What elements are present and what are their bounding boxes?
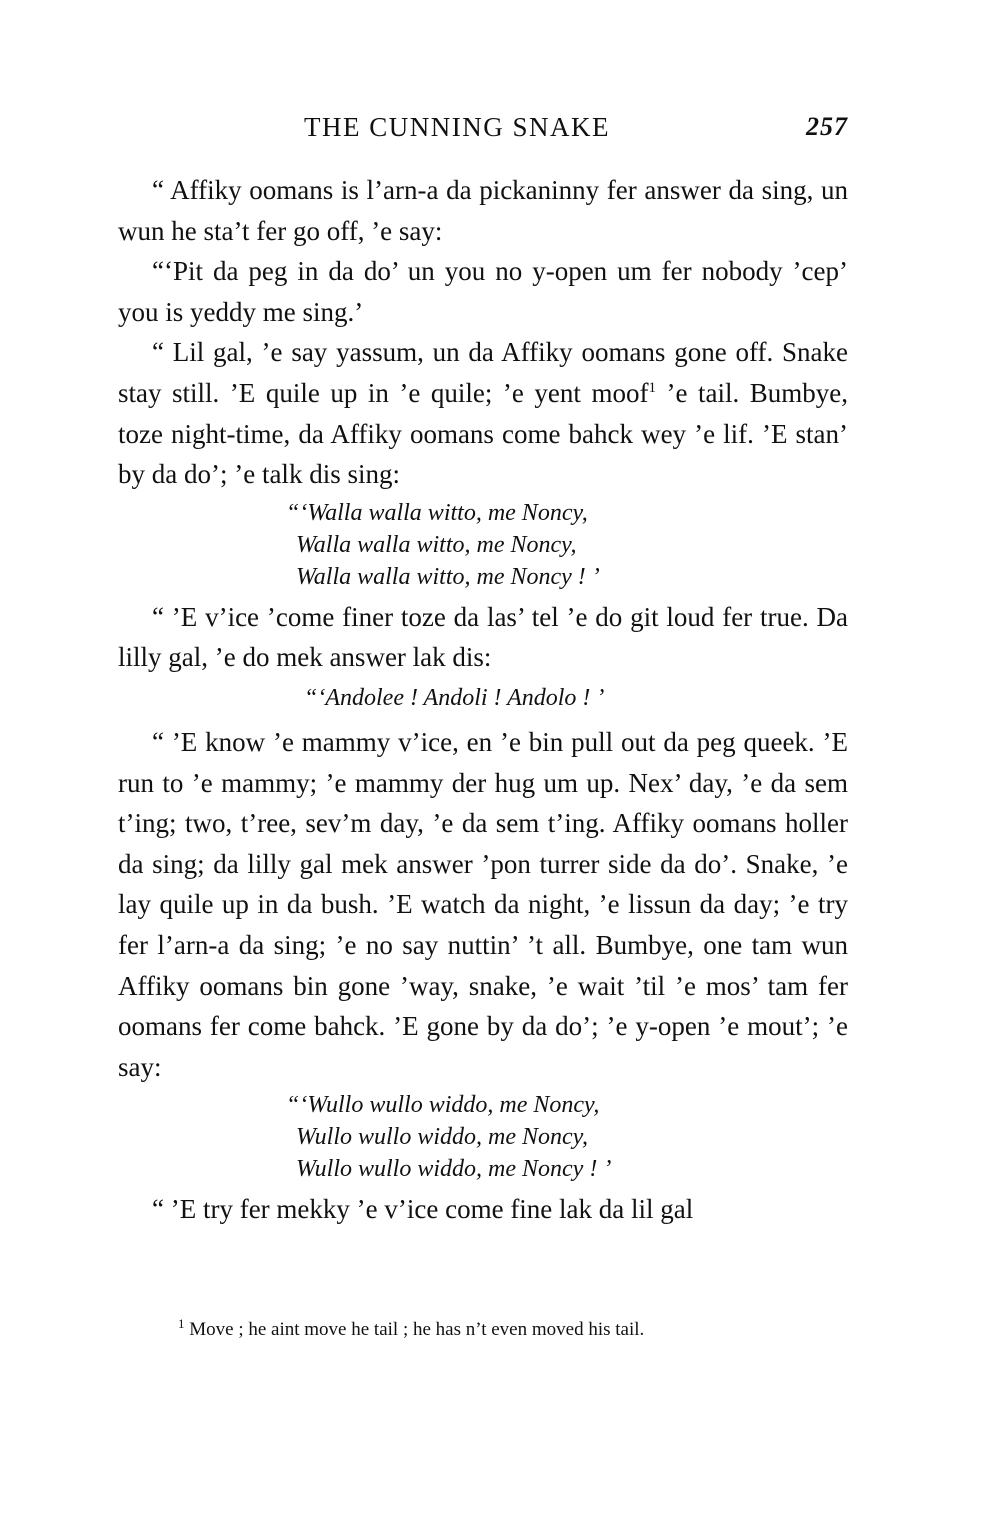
body-text bbox=[118, 170, 848, 1230]
verse-line: Wullo wullo widdo, me Noncy, bbox=[296, 1124, 588, 1151]
verse-line: “‘Andolee ! Andoli ! Andolo ! ’ bbox=[304, 684, 605, 711]
footnote-reference: 1 bbox=[648, 379, 656, 396]
footnote-text: Move ; he aint move he tail ; he has n’t even moved his tail. bbox=[184, 1319, 645, 1340]
running-title: THE CUNNING SNAKE bbox=[304, 112, 610, 142]
paragraph-3-text-a: “ Lil gal, ’e say yassum, un da Affiky oomans gone off. Snake stay still. ’E quile up in ’e quile; ’e yent moof bbox=[118, 337, 848, 408]
verse-line: Walla walla witto, me Noncy ! ’ bbox=[296, 563, 600, 590]
book-page bbox=[118, 0, 848, 1533]
verse-wullo bbox=[118, 1089, 848, 1185]
footnote-marker: 1 bbox=[178, 1316, 185, 1331]
paragraph-5: “ ’E know ’e mammy v’ice, en ’e bin pull out da peg queek. ’E run to ’e mammy; ’e mammy der hug um up. Nex’ day, ’e da sem t’ing; two, t’ree, sev’m day, ’e da sem t’ing. Affiky oomans holler da sing; da lilly gal mek answer ’pon turrer side da do’. Snake, ’e lay quile up in da bush. ’E watch da night, ’e lissun da day; ’e try fer l’arn-a da sing; ’e no say nuttin’ ’t all. Bumbye, one tam wun Affiky oomans bin gone ’way, snake, ’e wait ’til ’e mos’ tam fer oomans fer come bahck. ’E gone by da do’; ’e y-open ’e mout’; ’e say: bbox=[118, 726, 848, 1082]
footnote bbox=[178, 1318, 644, 1342]
verse-line: Walla walla witto, me Noncy, bbox=[296, 531, 577, 558]
running-head bbox=[118, 110, 848, 150]
paragraph-1: “ Affiky oomans is l’arn-a da pickaninny fer answer da sing, un wun he sta’t fer go off, ’e say: bbox=[118, 175, 848, 246]
page-number: 257 bbox=[806, 112, 848, 141]
paragraph-2: “‘Pit da peg in da do’ un you no y-open um fer nobody ’cep’ you is yeddy me sing.’ bbox=[118, 256, 848, 327]
verse-walla bbox=[118, 497, 848, 593]
paragraph-4: “ ’E v’ice ’come finer toze da las’ tel ’e do git loud fer true. Da lilly gal, ’e do mek answer lak dis: bbox=[118, 601, 848, 673]
verse-line: Wullo wullo widdo, me Noncy ! ’ bbox=[296, 1156, 612, 1183]
paragraph-3-text-b: ’e tail. Bumbye, toze night-time, da Affiky oomans come bahck wey ’e lif. ’E stan’ by da do’; ’e talk dis sing: bbox=[118, 377, 848, 490]
paragraph-6: “ ’E try fer mekky ’e v’ice come fine lak da lil gal bbox=[152, 1194, 694, 1225]
verse-line: “‘Wullo wullo widdo, me Noncy, bbox=[286, 1092, 600, 1119]
verse-andolee bbox=[118, 682, 848, 714]
paragraph-3 bbox=[118, 332, 848, 494]
verse-line: “‘Walla walla witto, me Noncy, bbox=[286, 499, 588, 526]
